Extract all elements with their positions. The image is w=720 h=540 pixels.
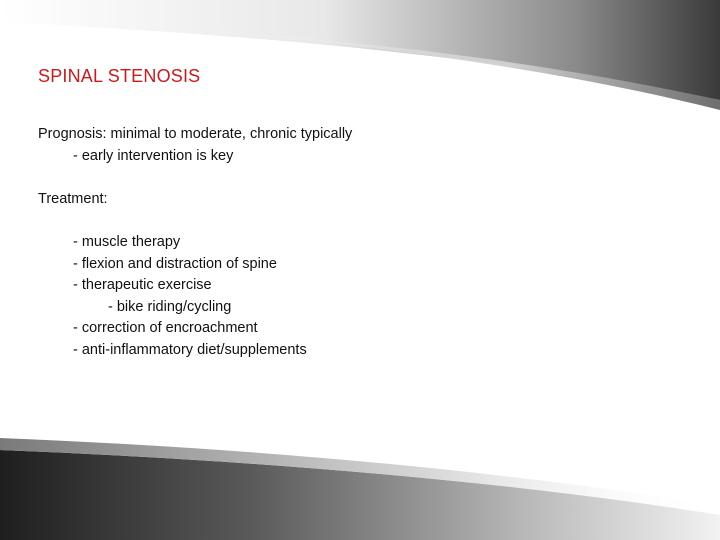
treatment-item: - muscle therapy bbox=[73, 233, 181, 250]
slide-body bbox=[38, 124, 352, 362]
spacer bbox=[38, 210, 352, 232]
treatment-item: - anti-inflammatory diet/supplements bbox=[73, 341, 307, 358]
treatment-item: - correction of encroachment bbox=[73, 320, 258, 337]
bottom-swoosh-decoration bbox=[0, 420, 720, 540]
prognosis-line: Prognosis: minimal to moderate, chronic typically bbox=[38, 126, 353, 142]
slide-title: SPINAL STENOSIS bbox=[38, 66, 201, 86]
treatment-heading: Treatment: bbox=[38, 190, 108, 207]
prognosis-subline: - early intervention is key bbox=[73, 147, 234, 164]
treatment-item: - therapeutic exercise bbox=[73, 277, 212, 294]
treatment-item: - flexion and distraction of spine bbox=[73, 255, 277, 272]
spacer bbox=[38, 167, 352, 189]
top-swoosh-decoration bbox=[0, 0, 720, 110]
treatment-subitem: - bike riding/cycling bbox=[108, 298, 232, 315]
